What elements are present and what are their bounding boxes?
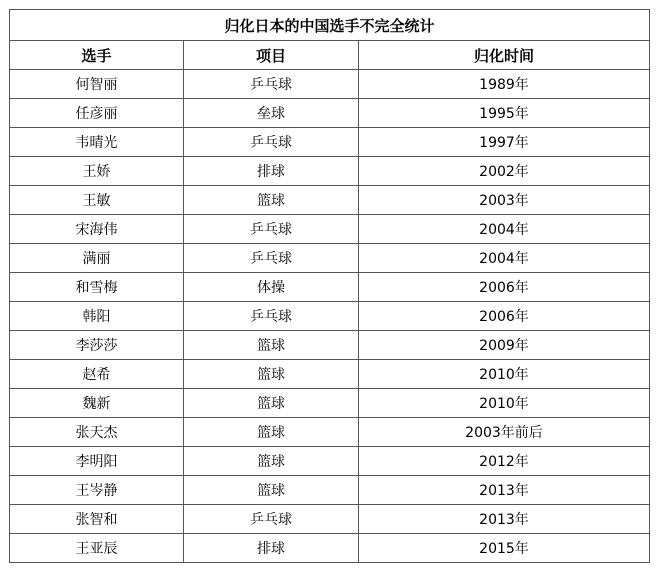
cell-sport: 垒球 (184, 99, 359, 128)
cell-year: 2006年 (359, 302, 650, 331)
cell-sport: 乒乓球 (184, 505, 359, 534)
cell-sport: 乒乓球 (184, 215, 359, 244)
cell-player: 李明阳 (10, 447, 184, 476)
cell-sport: 篮球 (184, 186, 359, 215)
cell-player: 王亚辰 (10, 534, 184, 563)
table-row (10, 70, 650, 99)
table-row (10, 418, 650, 447)
cell-player: 何智丽 (10, 70, 184, 99)
cell-sport: 乒乓球 (184, 244, 359, 273)
table-row (10, 476, 650, 505)
cell-player: 韩阳 (10, 302, 184, 331)
cell-sport: 篮球 (184, 389, 359, 418)
cell-sport: 排球 (184, 534, 359, 563)
cell-player: 任彦丽 (10, 99, 184, 128)
cell-sport: 篮球 (184, 447, 359, 476)
table-title: 归化日本的中国选手不完全统计 (10, 10, 650, 41)
cell-player: 李莎莎 (10, 331, 184, 360)
cell-year: 2004年 (359, 244, 650, 273)
cell-sport: 篮球 (184, 418, 359, 447)
cell-sport: 篮球 (184, 331, 359, 360)
cell-year: 2009年 (359, 331, 650, 360)
cell-year: 2003年前后 (359, 418, 650, 447)
cell-year: 2004年 (359, 215, 650, 244)
cell-year: 2013年 (359, 476, 650, 505)
table-row (10, 99, 650, 128)
cell-sport: 排球 (184, 157, 359, 186)
cell-player: 和雪梅 (10, 273, 184, 302)
cell-year: 2015年 (359, 534, 650, 563)
table-row (10, 215, 650, 244)
cell-sport: 体操 (184, 273, 359, 302)
cell-sport: 篮球 (184, 360, 359, 389)
cell-player: 王敏 (10, 186, 184, 215)
cell-sport: 乒乓球 (184, 128, 359, 157)
cell-player: 满丽 (10, 244, 184, 273)
table-row (10, 128, 650, 157)
naturalized-players-table (9, 9, 650, 563)
table-row (10, 157, 650, 186)
cell-player: 王娇 (10, 157, 184, 186)
table-row (10, 273, 650, 302)
table-body (10, 70, 650, 563)
table-title-row (10, 10, 650, 41)
column-header-player: 选手 (10, 41, 184, 70)
table-row (10, 302, 650, 331)
cell-player: 张智和 (10, 505, 184, 534)
cell-year: 2003年 (359, 186, 650, 215)
table-row (10, 244, 650, 273)
table-row (10, 360, 650, 389)
cell-year: 1997年 (359, 128, 650, 157)
cell-player: 韦晴光 (10, 128, 184, 157)
table-row (10, 505, 650, 534)
table-row (10, 534, 650, 563)
column-header-year: 归化时间 (359, 41, 650, 70)
cell-year: 2013年 (359, 505, 650, 534)
cell-player: 王岑静 (10, 476, 184, 505)
cell-year: 2006年 (359, 273, 650, 302)
cell-year: 1995年 (359, 99, 650, 128)
table-row (10, 389, 650, 418)
cell-sport: 篮球 (184, 476, 359, 505)
cell-player: 宋海伟 (10, 215, 184, 244)
column-header-sport: 项目 (184, 41, 359, 70)
cell-year: 2012年 (359, 447, 650, 476)
cell-year: 2010年 (359, 389, 650, 418)
cell-year: 2010年 (359, 360, 650, 389)
table-row (10, 447, 650, 476)
cell-player: 张天杰 (10, 418, 184, 447)
cell-year: 1989年 (359, 70, 650, 99)
cell-year: 2002年 (359, 157, 650, 186)
table-row (10, 331, 650, 360)
table-row (10, 186, 650, 215)
table-header-row (10, 41, 650, 70)
cell-sport: 乒乓球 (184, 70, 359, 99)
cell-player: 赵希 (10, 360, 184, 389)
cell-player: 魏新 (10, 389, 184, 418)
cell-sport: 乒乓球 (184, 302, 359, 331)
